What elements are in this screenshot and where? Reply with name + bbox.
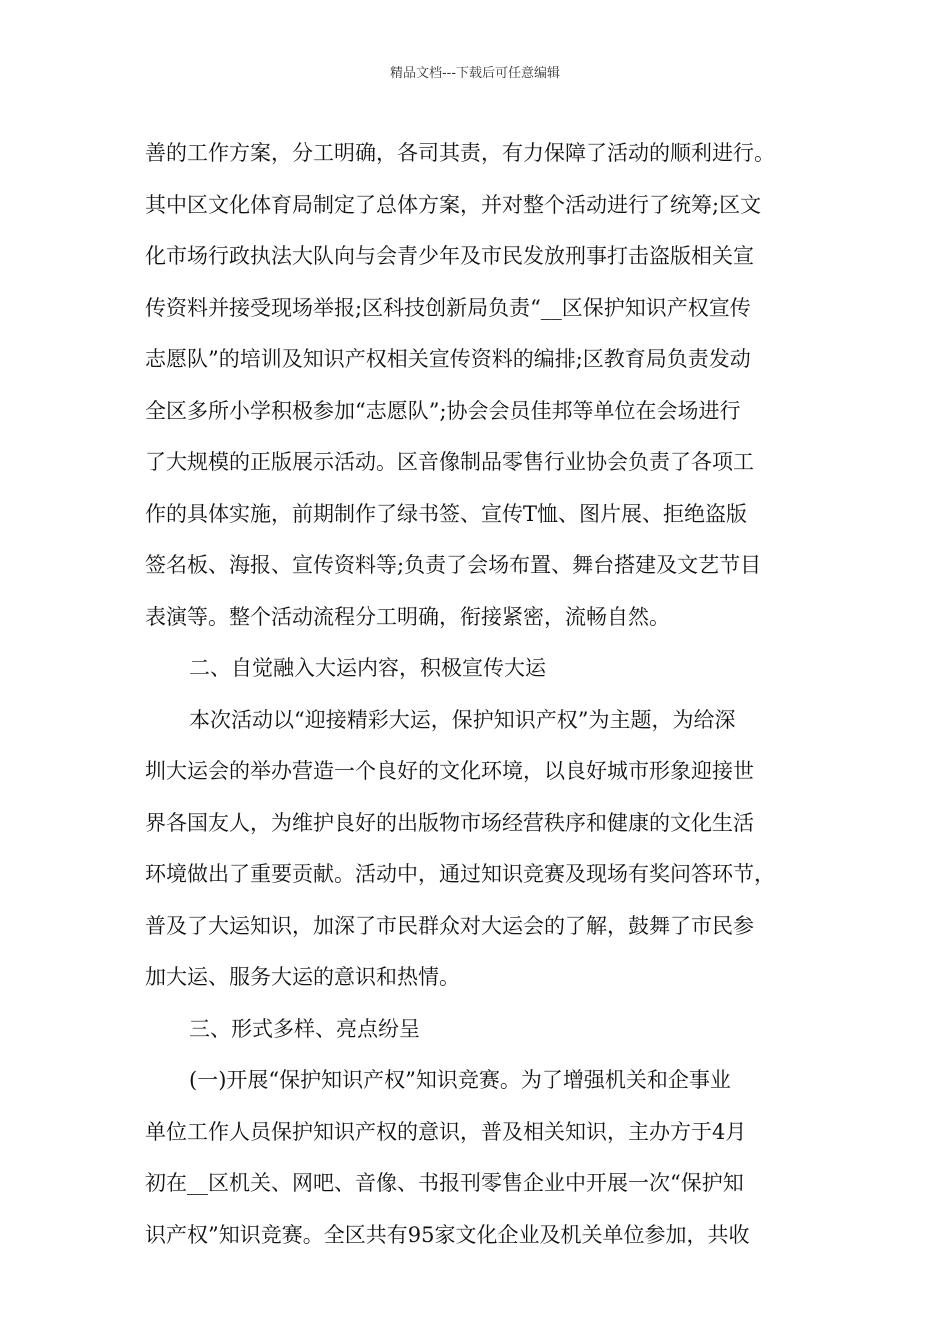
text-line: 化市场行政执法大队向与会青少年及市民发放刑事打击盗版相关宣 bbox=[145, 244, 754, 268]
text-line: 初在__区机关、网吧、音像、书报刊零售企业中开展一次“保护知 bbox=[145, 1171, 744, 1195]
text-line: 识产权”知识竞赛。全区共有95家文化企业及机关单位参加，共收 bbox=[145, 1222, 750, 1247]
text-line: 作的具体实施，前期制作了绿书签、宣传T恤、图片展、拒绝盗版 bbox=[145, 501, 748, 526]
section-heading: 三、形式多样、亮点纷呈 bbox=[189, 1016, 420, 1041]
text-line: 圳大运会的举办营造一个良好的文化环境，以良好城市形象迎接世 bbox=[145, 759, 754, 783]
text-line: 志愿队”的培训及知识产权相关宣传资料的编排;区教育局负责发动 bbox=[145, 347, 751, 371]
text-line: 加大运、服务大运的意识和热情。 bbox=[145, 965, 460, 989]
text-line: 签名板、海报、宣传资料等;负责了会场布置、舞台搭建及文艺节目 bbox=[145, 553, 762, 577]
page-header: 精品文档---下载后可任意编辑 bbox=[389, 66, 561, 81]
paragraph-first-line: 本次活动以“迎接精彩大运，保护知识产权”为主题，为给深 bbox=[189, 707, 736, 732]
text-line: 全区多所小学积极参加“志愿队”;协会会员佳邦等单位在会场进行 bbox=[145, 398, 741, 423]
text-line: 环境做出了重要贡献。活动中，通过知识竞赛及现场有奖问答环节， bbox=[145, 862, 775, 886]
text-line: 了大规模的正版展示活动。区音像制品零售行业协会负责了各项工 bbox=[145, 450, 754, 474]
text-line: 单位工作人员保护知识产权的意识，普及相关知识，主办方于4月 bbox=[145, 1119, 747, 1144]
text-line: 表演等。整个活动流程分工明确，衔接紧密，流畅自然。 bbox=[145, 604, 670, 629]
text-line: 传资料并接受现场举报;区科技创新局负责“__区保护知识产权宣传 bbox=[145, 295, 751, 320]
document-body bbox=[145, 128, 825, 1261]
text-line: 善的工作方案，分工明确，各司其责，有力保障了活动的顺利进行。 bbox=[145, 141, 775, 165]
text-line: 普及了大运知识，加深了市民群众对大运会的了解，鼓舞了市民参 bbox=[145, 913, 754, 938]
paragraph-first-line: (一)开展“保护知识产权”知识竞赛。为了增强机关和企事业 bbox=[189, 1068, 731, 1092]
section-heading: 二、自觉融入大运内容，积极宣传大运 bbox=[189, 656, 546, 680]
text-line: 其中区文化体育局制定了总体方案，并对整个活动进行了统筹;区文 bbox=[145, 192, 762, 217]
text-line: 界各国友人，为维护良好的出版物市场经营秩序和健康的文化生活 bbox=[145, 810, 754, 835]
